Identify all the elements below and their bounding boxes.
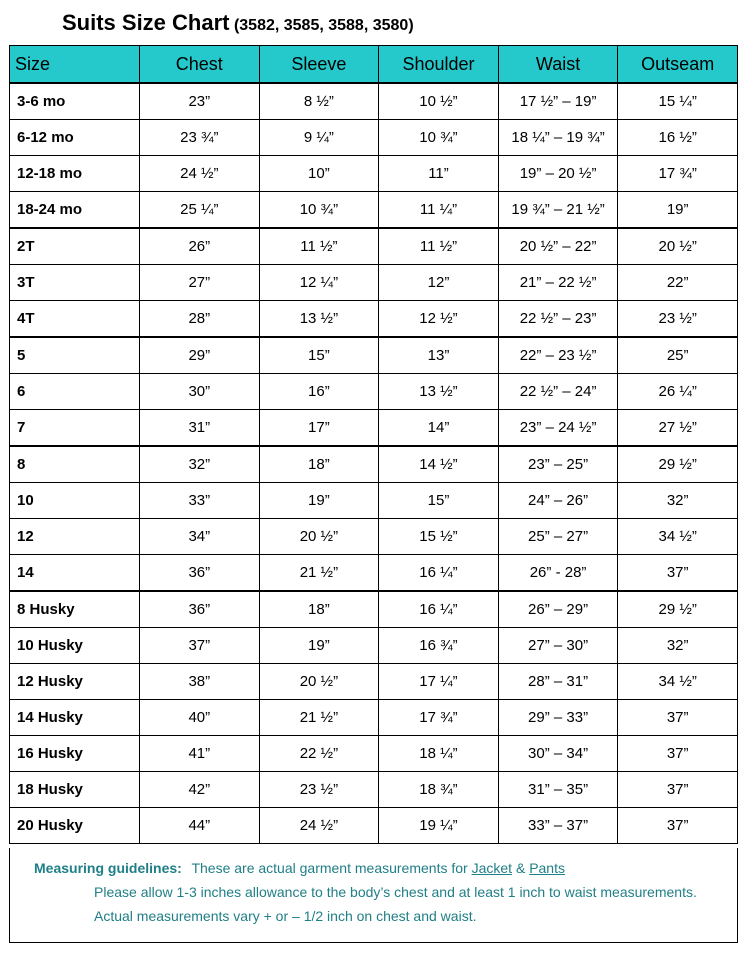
cell-size: 8 Husky: [10, 591, 140, 628]
cell-waist: 18 ¼” – 19 ¾”: [498, 120, 618, 156]
cell-chest: 31”: [140, 410, 260, 447]
cell-shoulder: 14”: [379, 410, 499, 447]
cell-chest: 25 ¼”: [140, 192, 260, 229]
cell-chest: 34”: [140, 519, 260, 555]
cell-waist: 19 ¾” – 21 ½”: [498, 192, 618, 229]
cell-sleeve: 20 ½”: [259, 519, 379, 555]
cell-waist: 31” – 35”: [498, 772, 618, 808]
cell-chest: 26”: [140, 228, 260, 265]
guidelines-line-1: [34, 860, 565, 876]
cell-sleeve: 19”: [259, 628, 379, 664]
cell-shoulder: 12”: [379, 265, 499, 301]
cell-outseam: 29 ½”: [618, 446, 738, 483]
cell-outseam: 19”: [618, 192, 738, 229]
cell-outseam: 34 ½”: [618, 664, 738, 700]
cell-waist: 25” – 27”: [498, 519, 618, 555]
cell-outseam: 17 ¾”: [618, 156, 738, 192]
cell-chest: 41”: [140, 736, 260, 772]
cell-chest: 38”: [140, 664, 260, 700]
table-row: [10, 120, 738, 156]
cell-waist: 19” – 20 ½”: [498, 156, 618, 192]
table-row: [10, 700, 738, 736]
cell-size: 3T: [10, 265, 140, 301]
cell-sleeve: 22 ½”: [259, 736, 379, 772]
cell-size: 12: [10, 519, 140, 555]
cell-size: 14: [10, 555, 140, 592]
cell-waist: 21” – 22 ½”: [498, 265, 618, 301]
cell-size: 10: [10, 483, 140, 519]
cell-sleeve: 11 ½”: [259, 228, 379, 265]
cell-outseam: 32”: [618, 628, 738, 664]
cell-outseam: 22”: [618, 265, 738, 301]
cell-size: 12 Husky: [10, 664, 140, 700]
title-product-codes: (3582, 3585, 3588, 3580): [233, 17, 414, 34]
cell-waist: 29” – 33”: [498, 700, 618, 736]
cell-size: 10 Husky: [10, 628, 140, 664]
pants-link[interactable]: Pants: [529, 860, 565, 876]
cell-outseam: 37”: [618, 808, 738, 844]
cell-waist: 30” – 34”: [498, 736, 618, 772]
guidelines-lead: Measuring guidelines:: [34, 860, 182, 876]
cell-outseam: 37”: [618, 555, 738, 592]
cell-shoulder: 16 ¼”: [379, 591, 499, 628]
guidelines-line-2: Please allow 1-3 inches allowance to the body’s chest and at least 1 inch to waist measurements.: [94, 884, 697, 900]
cell-shoulder: 18 ¾”: [379, 772, 499, 808]
cell-sleeve: 18”: [259, 446, 379, 483]
cell-size: 18 Husky: [10, 772, 140, 808]
column-header-outseam: Outseam: [618, 46, 738, 84]
cell-waist: 22 ½” – 24”: [498, 374, 618, 410]
measuring-guidelines: [9, 848, 738, 943]
table-row: [10, 519, 738, 555]
cell-waist: 17 ½” – 19”: [498, 83, 618, 120]
column-header-size: Size: [10, 46, 140, 84]
jacket-link[interactable]: Jacket: [471, 860, 513, 876]
cell-chest: 36”: [140, 591, 260, 628]
table-row: [10, 736, 738, 772]
cell-outseam: 20 ½”: [618, 228, 738, 265]
cell-sleeve: 19”: [259, 483, 379, 519]
cell-shoulder: 13”: [379, 337, 499, 374]
cell-chest: 36”: [140, 555, 260, 592]
cell-chest: 28”: [140, 301, 260, 338]
cell-waist: 26” - 28”: [498, 555, 618, 592]
title-main: Suits Size Chart: [62, 10, 230, 35]
cell-chest: 40”: [140, 700, 260, 736]
cell-outseam: 26 ¼”: [618, 374, 738, 410]
table-row: [10, 301, 738, 338]
cell-sleeve: 16”: [259, 374, 379, 410]
cell-size: 20 Husky: [10, 808, 140, 844]
cell-waist: 33” – 37”: [498, 808, 618, 844]
cell-sleeve: 23 ½”: [259, 772, 379, 808]
cell-outseam: 29 ½”: [618, 591, 738, 628]
cell-shoulder: 10 ½”: [379, 83, 499, 120]
cell-chest: 44”: [140, 808, 260, 844]
cell-shoulder: 11”: [379, 156, 499, 192]
cell-chest: 42”: [140, 772, 260, 808]
table-row: [10, 228, 738, 265]
cell-outseam: 15 ¼”: [618, 83, 738, 120]
cell-size: 5: [10, 337, 140, 374]
cell-size: 18-24 mo: [10, 192, 140, 229]
cell-chest: 37”: [140, 628, 260, 664]
cell-shoulder: 11 ½”: [379, 228, 499, 265]
cell-waist: 23” – 25”: [498, 446, 618, 483]
column-header-sleeve: Sleeve: [259, 46, 379, 84]
column-header-waist: Waist: [498, 46, 618, 84]
cell-shoulder: 17 ¼”: [379, 664, 499, 700]
cell-shoulder: 10 ¾”: [379, 120, 499, 156]
cell-outseam: 37”: [618, 700, 738, 736]
table-row: [10, 192, 738, 229]
page-title: [62, 10, 414, 36]
table-row: [10, 555, 738, 592]
table-row: [10, 374, 738, 410]
cell-waist: 22 ½” – 23”: [498, 301, 618, 338]
cell-shoulder: 17 ¾”: [379, 700, 499, 736]
cell-sleeve: 13 ½”: [259, 301, 379, 338]
cell-shoulder: 16 ¼”: [379, 555, 499, 592]
cell-waist: 24” – 26”: [498, 483, 618, 519]
cell-sleeve: 21 ½”: [259, 700, 379, 736]
cell-chest: 23”: [140, 83, 260, 120]
size-chart-body: [10, 83, 738, 844]
cell-sleeve: 10”: [259, 156, 379, 192]
cell-outseam: 32”: [618, 483, 738, 519]
cell-shoulder: 15”: [379, 483, 499, 519]
cell-size: 12-18 mo: [10, 156, 140, 192]
cell-sleeve: 10 ¾”: [259, 192, 379, 229]
cell-size: 6: [10, 374, 140, 410]
table-row: [10, 628, 738, 664]
cell-shoulder: 18 ¼”: [379, 736, 499, 772]
table-row: [10, 772, 738, 808]
table-row: [10, 265, 738, 301]
cell-sleeve: 20 ½”: [259, 664, 379, 700]
cell-size: 3-6 mo: [10, 83, 140, 120]
cell-outseam: 16 ½”: [618, 120, 738, 156]
cell-size: 2T: [10, 228, 140, 265]
cell-outseam: 37”: [618, 772, 738, 808]
cell-chest: 33”: [140, 483, 260, 519]
table-row: [10, 664, 738, 700]
table-row: [10, 446, 738, 483]
table-row: [10, 83, 738, 120]
guidelines-text: These are actual garment measurements for: [191, 860, 468, 876]
cell-shoulder: 16 ¾”: [379, 628, 499, 664]
cell-outseam: 34 ½”: [618, 519, 738, 555]
cell-outseam: 37”: [618, 736, 738, 772]
cell-sleeve: 18”: [259, 591, 379, 628]
cell-chest: 30”: [140, 374, 260, 410]
table-row: [10, 483, 738, 519]
cell-shoulder: 13 ½”: [379, 374, 499, 410]
cell-chest: 29”: [140, 337, 260, 374]
cell-waist: 23” – 24 ½”: [498, 410, 618, 447]
column-header-shoulder: Shoulder: [379, 46, 499, 84]
cell-size: 4T: [10, 301, 140, 338]
table-row: [10, 156, 738, 192]
cell-sleeve: 21 ½”: [259, 555, 379, 592]
table-row: [10, 591, 738, 628]
cell-chest: 27”: [140, 265, 260, 301]
cell-shoulder: 19 ¼”: [379, 808, 499, 844]
cell-sleeve: 12 ¼”: [259, 265, 379, 301]
cell-shoulder: 11 ¼”: [379, 192, 499, 229]
cell-chest: 24 ½”: [140, 156, 260, 192]
cell-sleeve: 8 ½”: [259, 83, 379, 120]
cell-sleeve: 17”: [259, 410, 379, 447]
cell-waist: 22” – 23 ½”: [498, 337, 618, 374]
table-row: [10, 808, 738, 844]
table-row: [10, 410, 738, 447]
cell-size: 14 Husky: [10, 700, 140, 736]
cell-outseam: 25”: [618, 337, 738, 374]
header-row: [10, 46, 738, 84]
cell-size: 8: [10, 446, 140, 483]
cell-size: 16 Husky: [10, 736, 140, 772]
cell-chest: 23 ¾”: [140, 120, 260, 156]
cell-waist: 27” – 30”: [498, 628, 618, 664]
cell-waist: 20 ½” – 22”: [498, 228, 618, 265]
cell-outseam: 23 ½”: [618, 301, 738, 338]
column-header-chest: Chest: [140, 46, 260, 84]
cell-waist: 28” – 31”: [498, 664, 618, 700]
cell-sleeve: 15”: [259, 337, 379, 374]
cell-sleeve: 9 ¼”: [259, 120, 379, 156]
cell-outseam: 27 ½”: [618, 410, 738, 447]
size-chart-table: [9, 45, 738, 844]
cell-shoulder: 12 ½”: [379, 301, 499, 338]
cell-sleeve: 24 ½”: [259, 808, 379, 844]
table-row: [10, 337, 738, 374]
cell-chest: 32”: [140, 446, 260, 483]
cell-size: 6-12 mo: [10, 120, 140, 156]
cell-size: 7: [10, 410, 140, 447]
ampersand: &: [515, 860, 526, 876]
guidelines-line-3: Actual measurements vary + or – 1/2 inch on chest and waist.: [94, 908, 477, 924]
cell-shoulder: 15 ½”: [379, 519, 499, 555]
cell-waist: 26” – 29”: [498, 591, 618, 628]
cell-shoulder: 14 ½”: [379, 446, 499, 483]
